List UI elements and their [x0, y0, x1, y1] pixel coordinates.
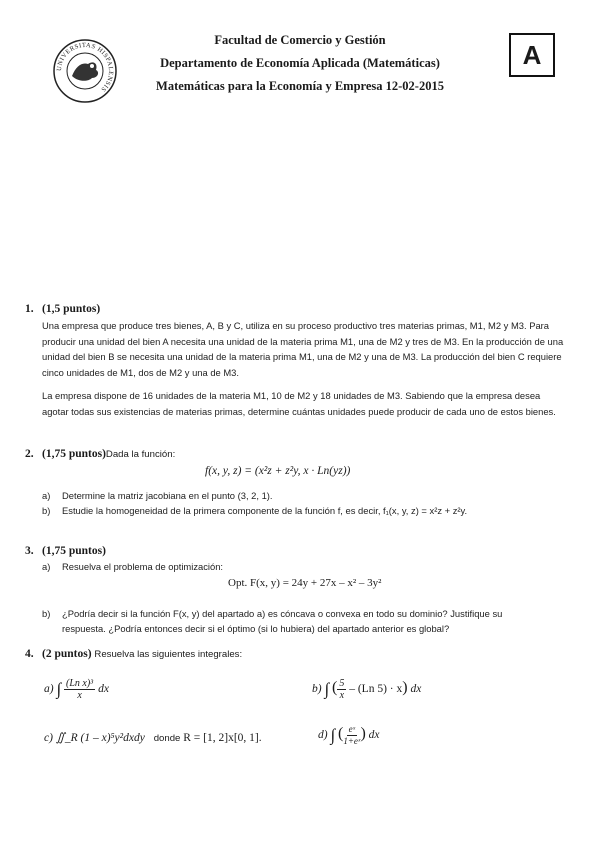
q2-number: 2. [25, 448, 34, 460]
q2-a-text: Determine la matriz jacobiana en el punto (3, 2, 1). [62, 490, 273, 501]
faculty-title: Facultad de Comercio y Gestión [214, 33, 386, 47]
q3-b-line2: respuesta. ¿Podría entonces decir si el óptimo (si lo hubiera) del apartado anterior es global? [62, 623, 450, 634]
q4-c-where: donde [153, 733, 181, 744]
q3-number: 3. [25, 545, 34, 557]
q2-points-label: (1,75 puntos) [42, 448, 106, 460]
q1-paragraph-2: La empresa dispone de 16 unidades de la materia M1, 10 de M2 y 18 unidades de M3. Sabiendo que la empresa desea agotar todas sus existencias de materias primas, determine cuántas unidades puede producir de cada uno de estos bienes. [42, 390, 556, 417]
q4-a-dx: dx [98, 683, 109, 696]
q4-d-dx: dx [368, 729, 380, 742]
integral-sign-icon: ∫ [324, 679, 330, 699]
q4-d-numerator: eˣ [348, 724, 356, 734]
q4-d-label: d) [318, 729, 328, 742]
q1-points [42, 303, 100, 315]
q2-b-text: Estudie la homogeneidad de la primera componente de la función f, es decir, f₁(x, y, z) = x²z + z²y. [62, 505, 468, 516]
q2-item-b [42, 505, 467, 516]
q4-b-label: b) [312, 683, 322, 696]
q3-a-label: a) [42, 561, 51, 572]
q4-points-label: (2 puntos) [42, 648, 92, 660]
q2-header [42, 448, 175, 460]
integral-sign-icon: ∫ [56, 679, 62, 699]
q4-a-fraction [64, 678, 95, 701]
left-paren-icon: ( [332, 679, 338, 697]
q3-a-text: Resuelva el problema de optimización: [62, 561, 224, 572]
q1-statement [42, 318, 564, 420]
q1-points-label: (1,5 puntos) [42, 303, 101, 315]
right-paren-icon: ) [402, 679, 408, 697]
q4-b-numerator: 5 [339, 678, 345, 689]
q3-points-label: (1,75 puntos) [42, 545, 106, 557]
department-title: Departamento de Economía Aplicada (Matemáticas) [160, 56, 440, 70]
q1-paragraph-1: Una empresa que produce tres bienes, A, B y C, utiliza en su proceso productivo tres materias primas, M1, M2 y M3. Para producir una unidad del bien A necesita una unidad de la materia prima M1, una de M2 y tres de M3. En la producción de una unidad del bien B se necesita una unidad de la materia prima M1, una de M2 y una de M3. La producción del bien C requiere cinco unidades de M1, dos de M2 y una de M3. [42, 320, 564, 378]
q4-integral-b [312, 678, 421, 701]
left-paren-icon: ( [338, 725, 344, 743]
q2-b-label: b) [42, 505, 51, 516]
q3-item-b [42, 606, 502, 636]
svg-text:UNIVERSITAS HISPALENSIS: UNIVERSITAS HISPALENSIS [55, 41, 115, 93]
q3-optimization: Opt. F(x, y) = 24y + 27x – x² – 3y² [228, 577, 382, 589]
right-paren-icon: ) [360, 725, 366, 743]
q4-a-numerator: (Ln x)³ [66, 678, 94, 689]
q3-b-line1: ¿Podría decir si la función F(x, y) del apartado a) es cóncava o convexa en todo su dominio? Justifique su [62, 608, 503, 619]
q4-intro: Resuelva las siguientes integrales: [94, 649, 243, 660]
q4-integral-a [44, 678, 109, 701]
q4-c-label: c) [44, 732, 53, 744]
q4-d-denominator: 1+eˣ [343, 736, 361, 746]
q4-c-region: R = [1, 2]x[0, 1]. [183, 732, 262, 744]
q4-d-fraction [343, 724, 360, 747]
q4-header [42, 648, 242, 660]
q4-c-expression: ∬_R (1 – x)⁵y²dxdy [55, 732, 145, 744]
course-title: Matemáticas para la Economía y Empresa 12-02-2015 [156, 79, 444, 93]
q2-intro: Dada la función: [105, 449, 176, 460]
integral-sign-icon: ∫ [330, 725, 336, 745]
q2-function: f(x, y, z) = (x²z + z²y, x · Ln(yz)) [205, 465, 351, 477]
q1-number: 1. [25, 303, 34, 315]
q4-b-dx: dx [410, 683, 422, 696]
exam-model-box: A [509, 33, 555, 77]
q2-a-label: a) [42, 490, 51, 501]
q4-number: 4. [25, 648, 34, 660]
q3-b-label: b) [42, 608, 51, 619]
q3-item-a [42, 561, 223, 572]
q4-integral-d [318, 724, 380, 747]
q4-integral-c [44, 730, 262, 744]
q4-a-label: a) [44, 683, 54, 696]
q4-b-denominator: x [339, 690, 345, 701]
q3-header [42, 545, 106, 557]
q4-b-rest: – (Ln 5) · x [349, 683, 403, 696]
q4-b-fraction [337, 678, 346, 701]
q4-a-denominator: x [77, 690, 82, 701]
q2-item-a [42, 490, 273, 501]
